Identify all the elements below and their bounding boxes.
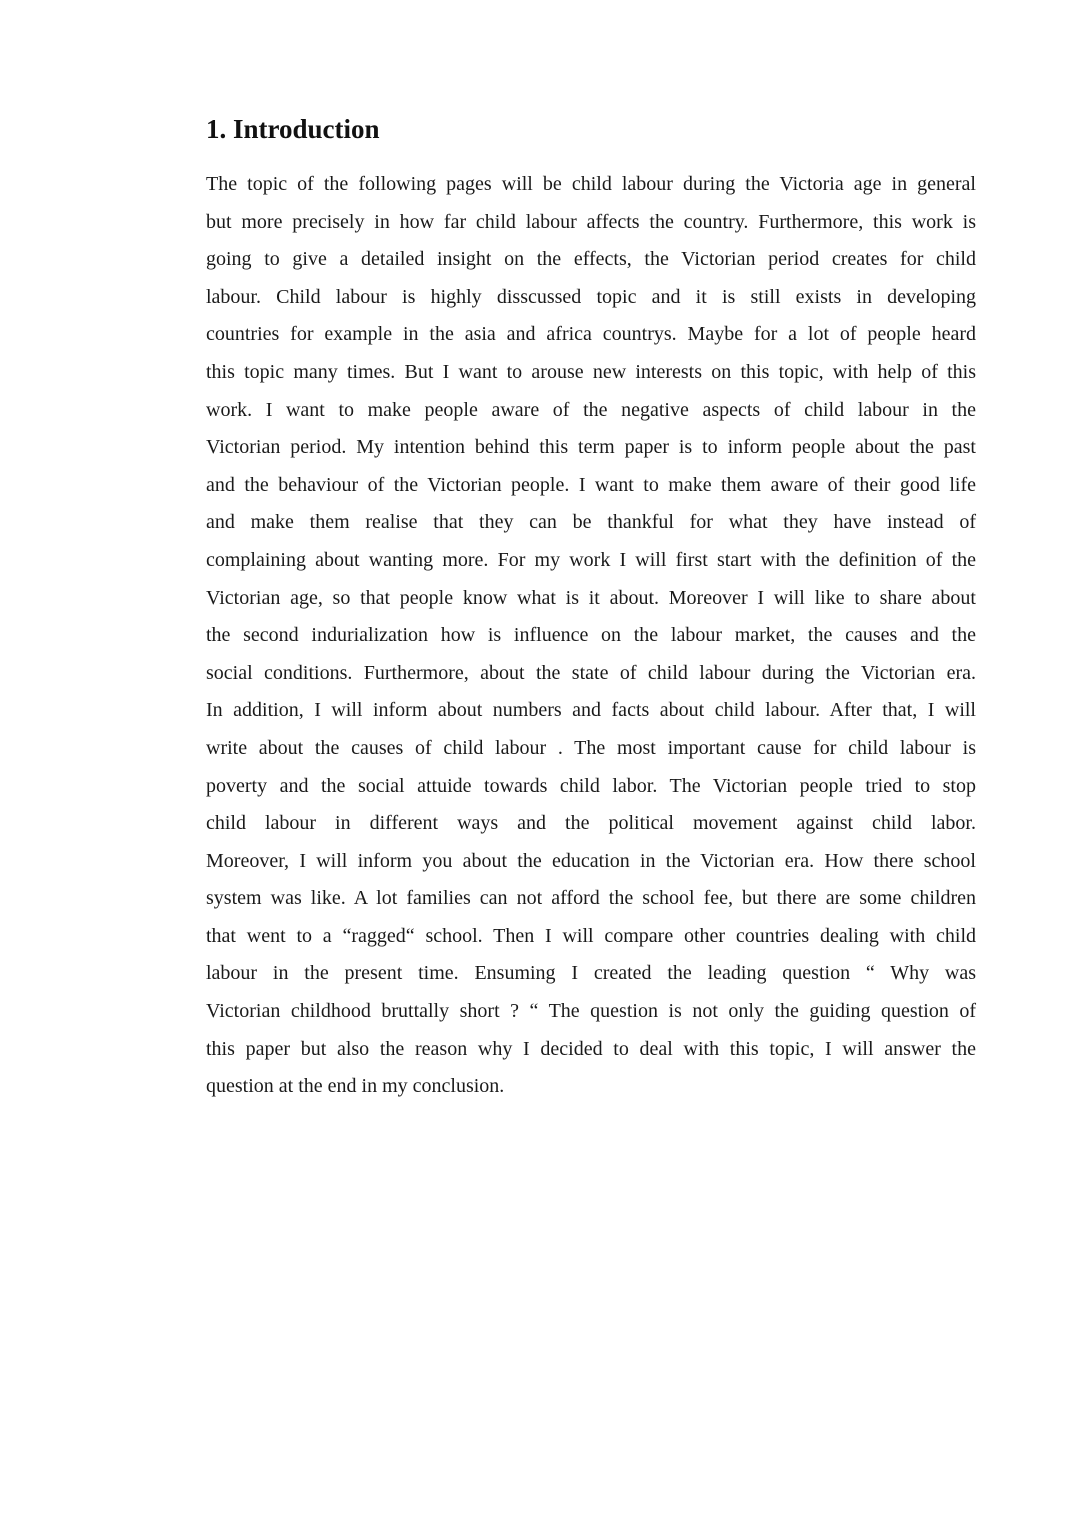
paragraph-line: this topic many times. But I want to arouse new interests on this topic, with help of this (206, 360, 976, 383)
paragraph-line: countries for example in the asia and africa countrys. Maybe for a lot of people heard (206, 323, 976, 346)
introduction-paragraph (206, 166, 976, 1106)
paragraph-line: labour in the present time. Ensuming I created the leading question “ Why was (206, 962, 976, 985)
paragraph-line: Moreover, I will inform you about the education in the Victorian era. How there school (206, 849, 976, 872)
paragraph-line: system was like. A lot families can not afford the school fee, but there are some children (206, 887, 976, 910)
paragraph-line: Victorian age, so that people know what is it about. Moreover I will like to share about (206, 586, 976, 609)
paragraph-line: write about the causes of child labour . The most important cause for child labour is (206, 736, 976, 759)
paragraph-line: question at the end in my conclusion. (206, 1075, 505, 1098)
paragraph-line: The topic of the following pages will be child labour during the Victoria age in general (206, 173, 976, 195)
paragraph-line: that went to a “ragged“ school. Then I will compare other countries dealing with child (206, 924, 976, 947)
paragraph-line: Victorian period. My intention behind this term paper is to inform people about the past (206, 436, 976, 459)
paragraph-line: complaining about wanting more. For my work I will first start with the definition of the (206, 548, 976, 571)
paragraph-line: social conditions. Furthermore, about the state of child labour during the Victorian era. (206, 661, 976, 684)
paragraph-line: but more precisely in how far child labour affects the country. Furthermore, this work is (206, 210, 976, 233)
paragraph-line: going to give a detailed insight on the effects, the Victorian period creates for child (206, 248, 976, 271)
paragraph-line: poverty and the social attuide towards child labor. The Victorian people tried to stop (206, 774, 976, 797)
paragraph-line: child labour in different ways and the political movement against child labor. (206, 812, 976, 835)
paragraph-line: work. I want to make people aware of the negative aspects of child labour in the (206, 398, 976, 421)
paragraph-line: and make them realise that they can be thankful for what they have instead of (206, 511, 976, 534)
paragraph-line: this paper but also the reason why I decided to deal with this topic, I will answer the (206, 1037, 976, 1060)
section-heading: 1. Introduction (206, 114, 380, 144)
paragraph-line: the second indurialization how is influence on the labour market, the causes and the (206, 624, 976, 647)
paragraph-line: Victorian childhood bruttally short ? “ The question is not only the guiding question of (206, 1000, 976, 1023)
paragraph-line: In addition, I will inform about numbers and facts about child labour. After that, I will (206, 699, 976, 722)
paragraph-line: and the behaviour of the Victorian people. I want to make them aware of their good life (206, 473, 976, 496)
paragraph-line: labour. Child labour is highly disscussed topic and it is still exists in developing (206, 285, 976, 308)
